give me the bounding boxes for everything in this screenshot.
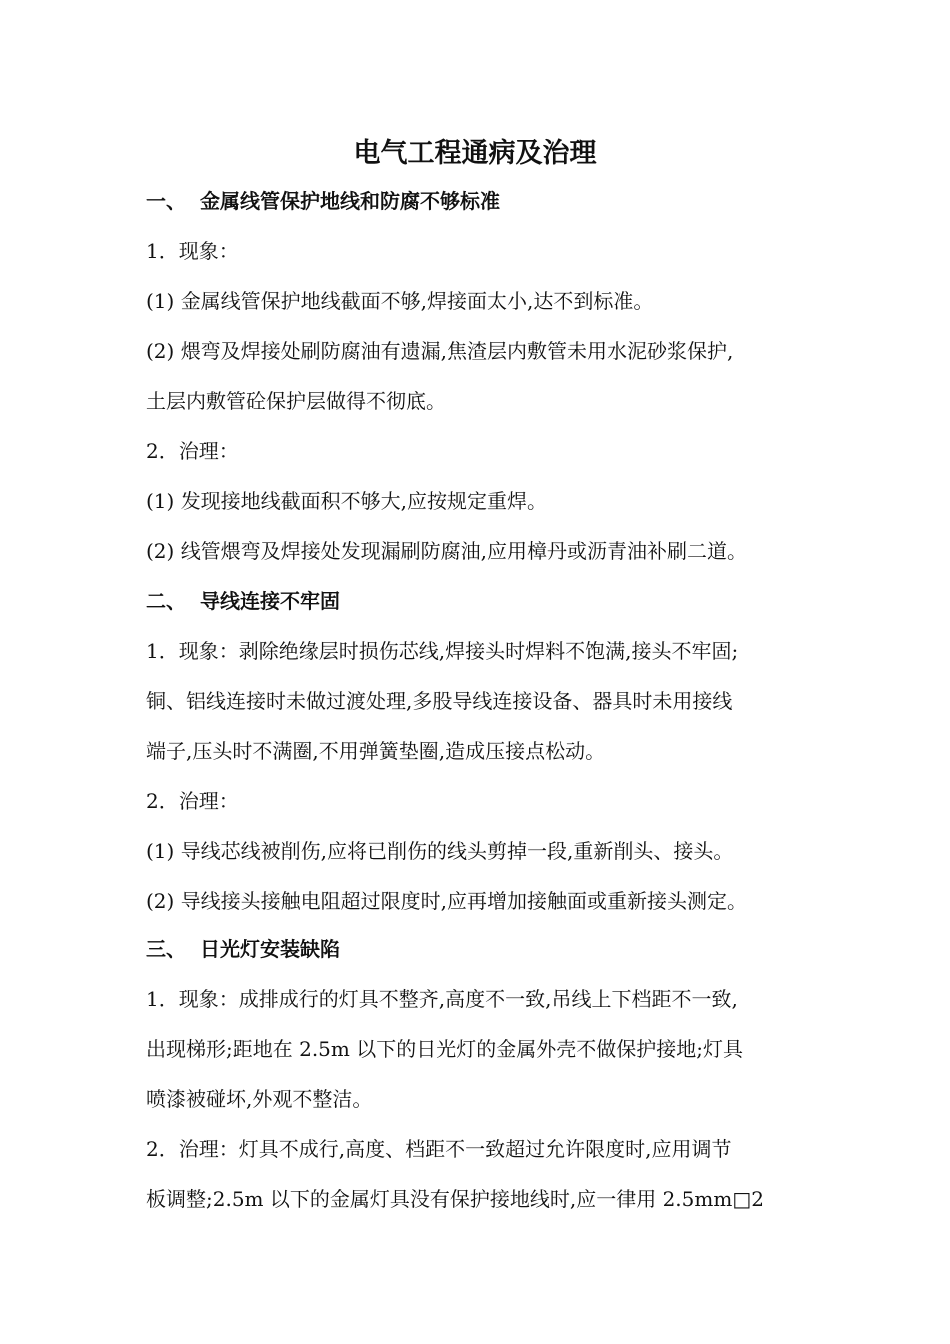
section-number: 三、 bbox=[146, 937, 186, 961]
paragraph-line: 1．现象：剥除绝缘层时损伤芯线,焊接头时焊料不饱满,接头不牢固; bbox=[146, 639, 739, 663]
paragraph-line: 2．治理：灯具不成行,高度、档距不一致超过允许限度时,应用调节 bbox=[146, 1137, 732, 1161]
paragraph-line: 2．治理： bbox=[146, 439, 239, 463]
paragraph-line: 1．现象：成排成行的灯具不整齐,高度不一致,吊线上下档距不一致, bbox=[146, 987, 738, 1011]
paragraph-line: 铜、铝线连接时未做过渡处理,多股导线连接设备、器具时未用接线 bbox=[146, 689, 733, 713]
section-heading bbox=[146, 186, 500, 216]
section-heading bbox=[146, 586, 340, 616]
section-title: 日光灯安装缺陷 bbox=[200, 937, 340, 961]
paragraph-line: (1) 金属线管保护地线截面不够,焊接面太小,达不到标准。 bbox=[146, 289, 654, 313]
paragraph-line: 出现梯形;距地在 2.5m 以下的日光灯的金属外壳不做保护接地;灯具 bbox=[146, 1037, 743, 1061]
paragraph-line: (1) 导线芯线被削伤,应将已削伤的线头剪掉一段,重新削头、接头。 bbox=[146, 839, 734, 863]
paragraph-line: 2．治理： bbox=[146, 789, 239, 813]
paragraph-line: 板调整;2.5m 以下的金属灯具没有保护接地线时,应一律用 2.5mm□2 bbox=[146, 1187, 764, 1211]
section-title: 金属线管保护地线和防腐不够标准 bbox=[200, 189, 500, 213]
section-heading bbox=[146, 934, 340, 964]
paragraph-line: 端子,压头时不满圈,不用弹簧垫圈,造成压接点松动。 bbox=[146, 739, 606, 763]
paragraph-line: (1) 发现接地线截面积不够大,应按规定重焊。 bbox=[146, 489, 548, 513]
paragraph-line: (2) 线管煨弯及焊接处发现漏刷防腐油,应用樟丹或沥青油补刷二道。 bbox=[146, 539, 748, 563]
document-title: 电气工程通病及治理 bbox=[353, 138, 597, 169]
paragraph-line: 喷漆被碰坏,外观不整洁。 bbox=[146, 1087, 373, 1111]
paragraph-line: (2) 导线接头接触电阻超过限度时,应再增加接触面或重新接头测定。 bbox=[146, 889, 748, 913]
paragraph-line: 土层内敷管砼保护层做得不彻底。 bbox=[146, 389, 446, 413]
section-number: 二、 bbox=[146, 589, 186, 613]
section-title: 导线连接不牢固 bbox=[200, 589, 340, 613]
paragraph-line: (2) 煨弯及焊接处刷防腐油有遗漏,焦渣层内敷管未用水泥砂浆保护, bbox=[146, 339, 734, 363]
paragraph-line: 1．现象： bbox=[146, 239, 239, 263]
section-number: 一、 bbox=[146, 189, 186, 213]
